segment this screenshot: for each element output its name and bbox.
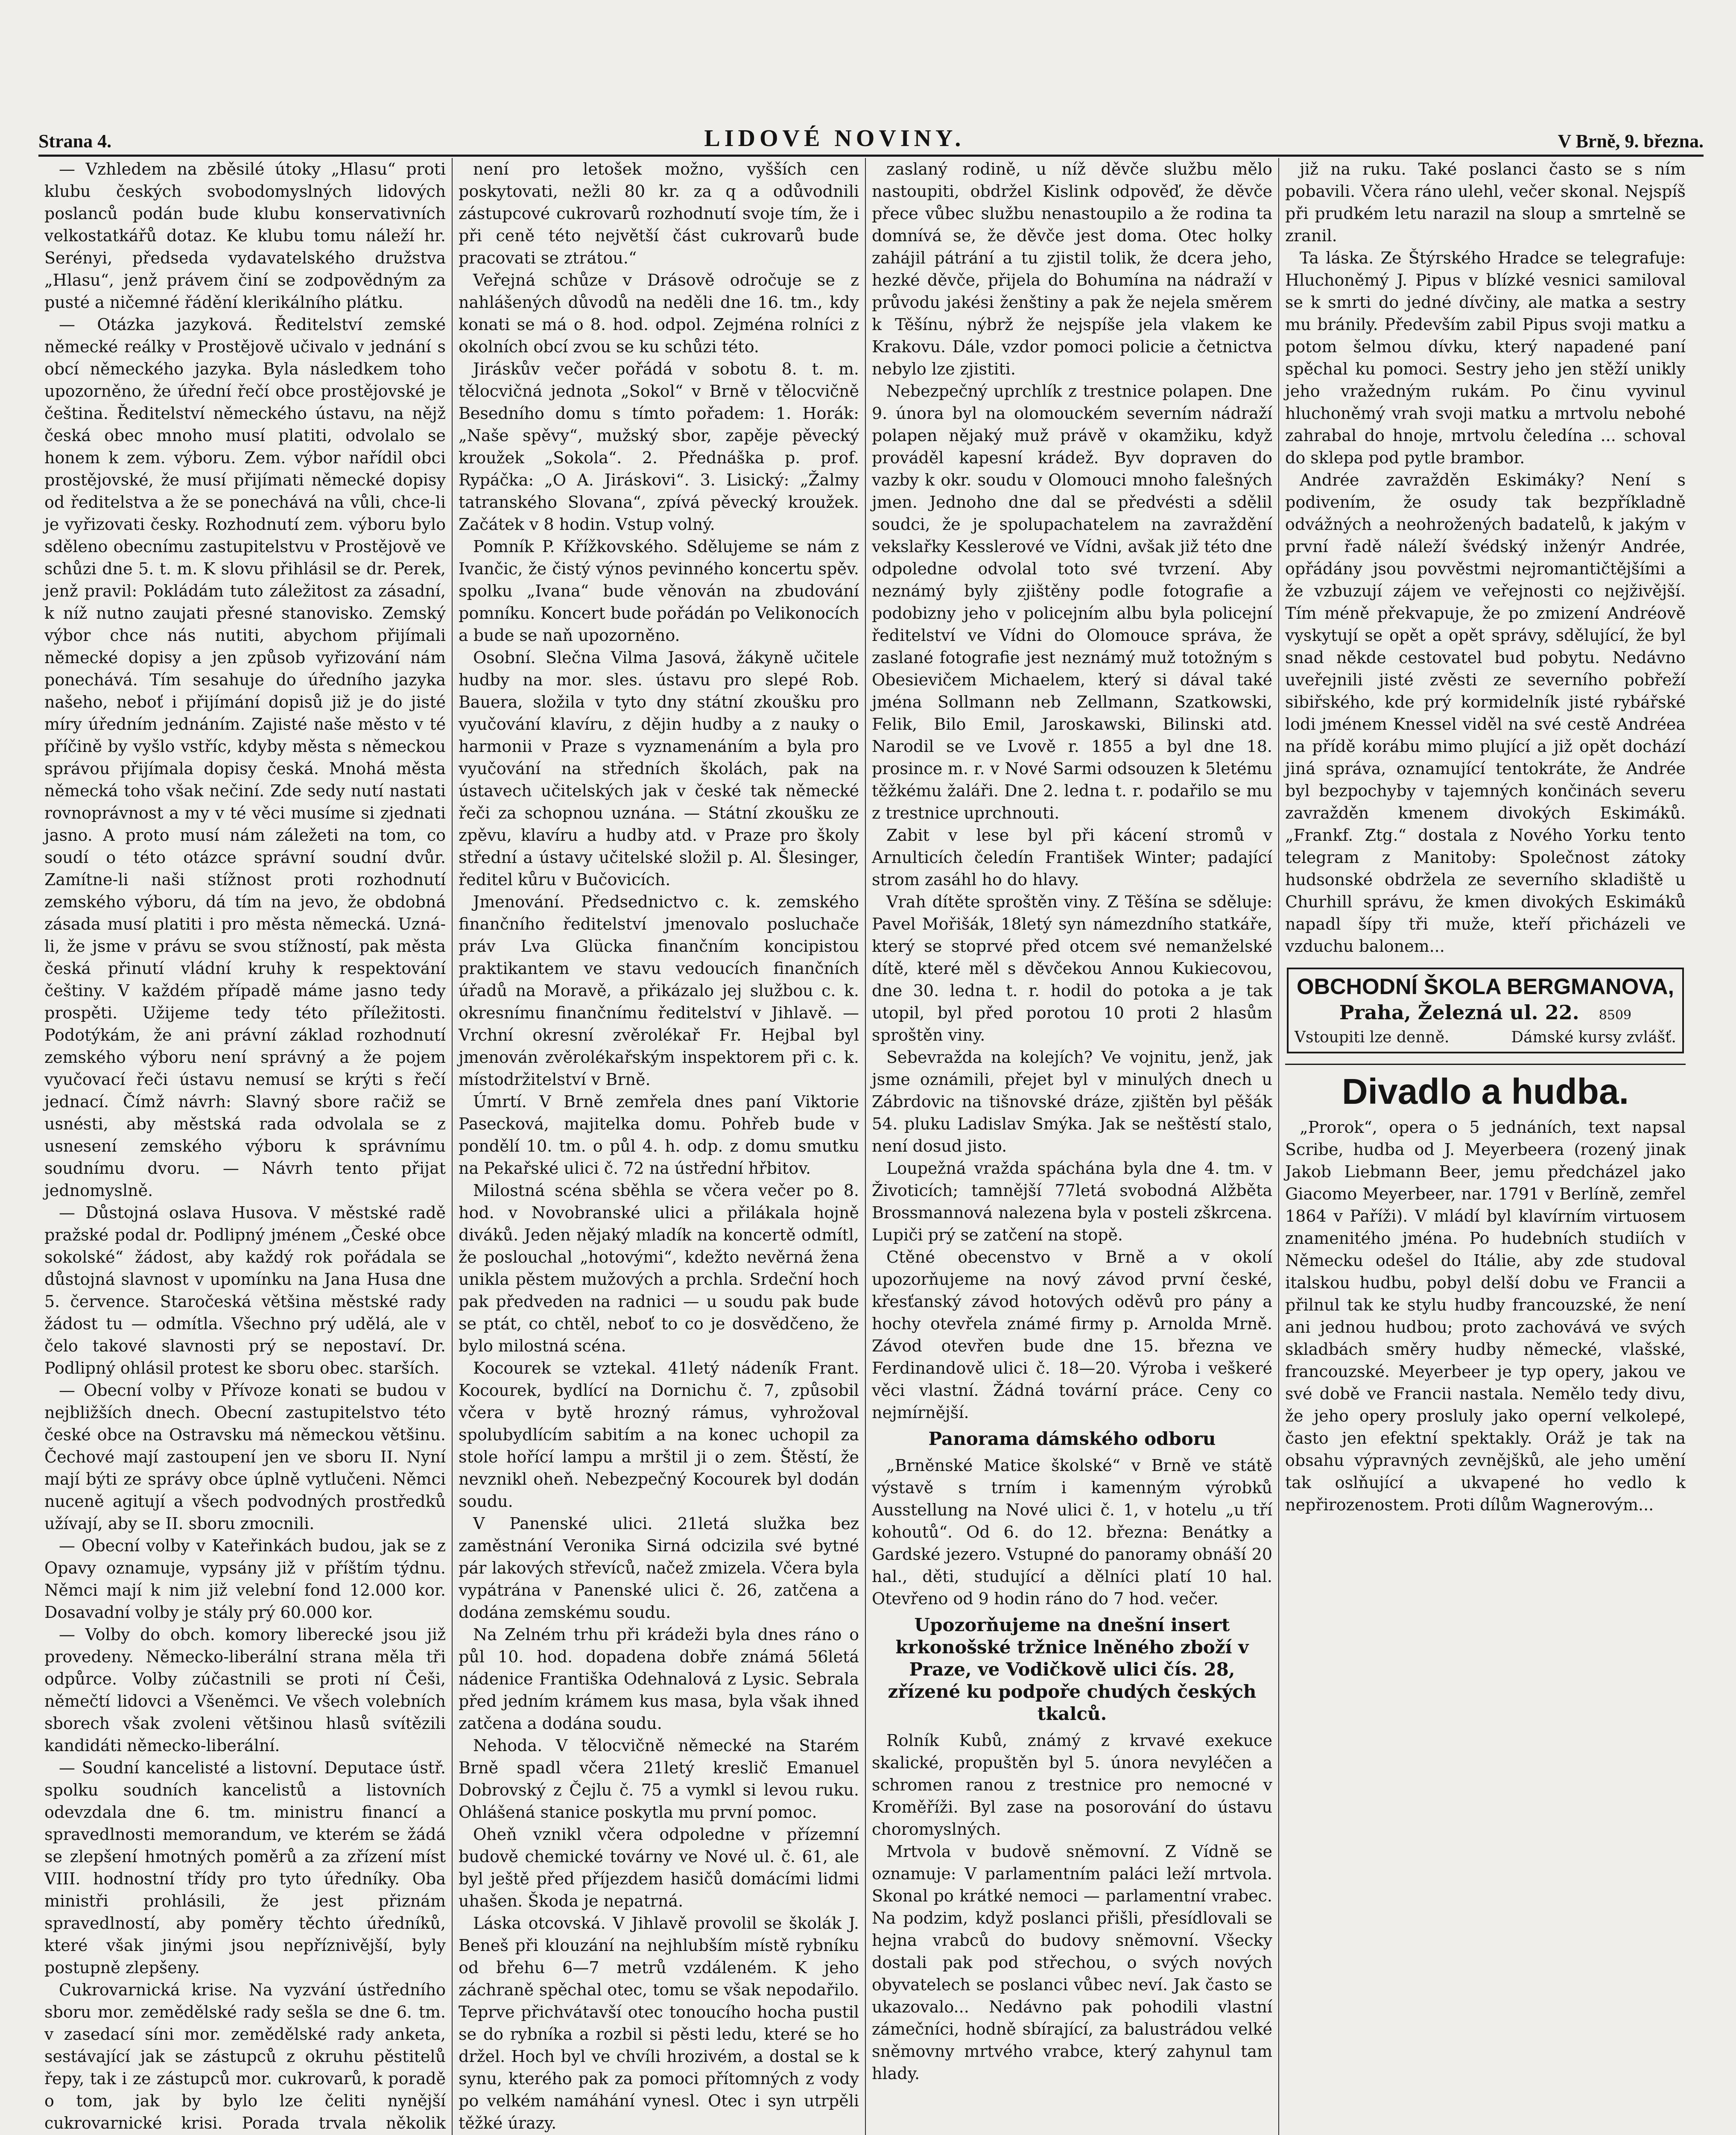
section-title: Divadlo a hudba. <box>1285 1064 1686 1114</box>
article-paragraph: „Brněnské Matice školské“ v Brně ve státě výstavě s trním i kamenným výrobků Ausstellung na Nové ulici č. 1, v hotelu „u tří kohoutů“. Od 6. do 12. března: Benátky a Gardské jezero. Vstupné do panoramy obnáší 20 hal., děti, studující a dělníci platí 10 hal. Otevřeno od 9 hodin ráno do 7 hod. večer. <box>872 1456 1272 1608</box>
place-date: V Brně, 9. března. <box>1558 131 1704 152</box>
article-paragraph: Ta láska. Ze Štýrského Hradce se telegrafuje: Hluchoněmý J. Pipus v blízké vesnici samiloval se k smrti do jedné dívčiny, ale matka a sestry mu bránily. Především zabil Pipus svoji matku a potom šelmou dívku, který napadené paní spěchal ku pomoci. Sestry jeho jen stěží unikly jeho vražedným rukám. Po činu vyvinul hluchoněmý vrah svoji matku a mrtvolu nebohé zahrabal do hnoje, mrtvolu čeledína ... schoval do sklepa pod pytle brambor. <box>1285 249 1686 467</box>
article-paragraph: Sebevražda na kolejích? Ve vojnitu, jenž, jak jsme oznámili, přejet byl v minulých dnech u Zábrdovic na tišnovské dráze, zjištěn byl pěšák 54. pluku Ladislav Smýka. Jak se neštěstí stalo, není dosud jisto. <box>872 1048 1272 1155</box>
article-paragraph: Rolník Kubů, známý z krvavé exekuce skalické, propuštěn byl 5. února nevyléčen a schromen ranou z trestnice pro nemocné v Kroměříži. Byl zase na posorování do ústavu choromyslných. <box>872 1731 1272 1839</box>
notice-heading: Upozorňujeme na dnešní insert krkonošské tržnice lněného zboží v Praze, ve Vodičkově ulici čís. 28, zřízené ku podpoře chudých českých tkalců. <box>888 1614 1257 1724</box>
article-paragraph: Pomník P. Křížkovského. Sdělujeme se nám z Ivančic, že čistý výnos pevinného koncertu spěv. spolku „Ivana“ bude věnován na zbudování pomníku. Koncert bude pořádán po Velikonocích a bude se naň upozorněno. <box>459 537 859 645</box>
article-paragraph: Loupežná vražda spáchána byla dne 4. tm. v Životicích; tamnější 77letá svobodná Alžběta Brossmannová nalezena byla v posteli zškrcena. Lupiči prý se zatčení na stopě. <box>872 1159 1272 1244</box>
column-3 <box>865 158 1278 2135</box>
article-paragraph: Osobní. Slečna Vilma Jasová, žákyně učitele hudby na mor. sles. ústavu pro slepé Rob. Bauera, složila v tyto dny státní zkoušku pro vyučování klavíru, z dějin hudby a z nauky o harmonii v Praze s vyznamenáním a byla pro vyučování na středních školách, pak na ústavech učitelských jak v české tak německé řeči za schopnou uznána. — Státní zkoušku ze zpěvu, klavíru a hudby atd. v Praze pro školy střední a ústavy učitelské složil p. Al. Šlesinger, ředitel kůru v Bučovicích. <box>459 648 859 889</box>
ad-address: Praha, Železná ul. 22. <box>1339 1001 1579 1024</box>
article-paragraph: Oheň vznikl včera odpoledne v přízemní budově chemické továrny ve Nové ul. č. 61, ale byl ještě před příjezdem hasičů domácími lidmi uhašen. Škoda je nepatrná. <box>459 1825 859 1910</box>
article-paragraph: Jmenování. Předsednictvo c. k. zemského finančního ředitelství jmenovalo posluchače práv Lva Glücka finančním koncipistou praktikantem ve stavu vedoucích finančních úřadů na Moravě, a přikázalo jej službou c. k. okresnímu finančnímu ředitelství v Jihlavě. — Vrchní okresní zvěrolékař Fr. Hejbal byl jmenován zvěrolékařským inspektorem při c. k. místodržitelství v Brně. <box>459 892 859 1089</box>
article-paragraph: Nehoda. V tělocvičně německé na Starém Brně spadl včera 21letý kreslič Emanuel Dobrovský z Čejlu č. 75 a vymkl si levou ruku. Ohlášená stanice poskytla mu první pomoc. <box>459 1736 859 1822</box>
article-paragraph: — Důstojná oslava Husova. V městské radě pražské podal dr. Podlipný jménem „České obce sokolské“ žádost, aby každý rok pořádala se důstojná slavnost v upomínku na Jana Husa dne 5. července. Staročeská většina městské rady žádost tu — odmítla. Všechno prý udělá, ale v čelo takové slavnosti prý se nepostaví. Dr. Podlipný ohlásil protest ke sboru obec. starších. <box>44 1203 446 1378</box>
ad-info-line <box>1295 1028 1676 1047</box>
article-paragraph: Na Zelném trhu při krádeži byla dnes ráno o půl 10. hod. dopadena dobře známá 56letá nádenice Františka Odehnalová z Lysic. Sebrala před jedním krámem kus masa, byla však ihned zatčena a dodána soudu. <box>459 1625 859 1733</box>
article-paragraph: Jiráskův večer pořádá v sobotu 8. t. m. tělocvičná jednota „Sokol“ v Brně v tělocvičně Besedního domu s tímto pořadem: 1. Horák: „Naše spěvy“, mužský sbor, zapěje pěvecký kroužek „Sokola“. 2. Přednáška p. prof. Rypáčka: „O A. Jiráskovi“. 3. Lisický: „Žalmy tatranského Slovana“, zpívá pěvecký kroužek. Začátek v 8 hodin. Vstup volný. <box>459 360 859 534</box>
article-paragraph: Láska otcovská. V Jihlavě provolil se školák J. Beneš při klouzání na nejhlubším místě rybníku od břehu 6—7 metrů vzdáleném. K jeho záchraně spěchal otec, tomu se však nepodařilo. Teprve přichvátavší otec tonoucího hocha pustil se do rybníka a rozbil si pěsti ledu, které se ho držel. Hoch byl ve chvíli hrozivém, a dostal se k synu, kterého pak za pomoci přítomných z vody po velkém namáhání vynesl. Otec i syn utrpěli těžké úrazy. <box>459 1914 859 2132</box>
article-paragraph: není pro letošek možno, vyšších cen poskytovati, nežli 80 kr. za q a odůvodnili zástupcové cukrovarů rozhodnutí svoje tím, že i při ceně této největší část cukrovarů bude pracovati se ztrátou.“ <box>459 160 859 267</box>
article-paragraph: — Vzhledem na zběsilé útoky „Hlasu“ proti klubu českých svobodomyslných lidových poslanců podán bude klubu konservativních velkostatkářů dotaz. Ke klubu tomu náleží hr. Serényi, předseda vydavatelského družstva „Hlasu“, jenž právem činí se zodpovědným za pusté a ničemné řádění klerikálního plátku. <box>44 160 446 312</box>
article-paragraph: — Otázka jazyková. Ředitelství zemské německé reálky v Prostějově učivalo v jednání s obcí německého jazyka. Byla následkem toho upozorněno, že úřední řečí obce prostějovské je čeština. Ředitelství německého ústavu, na nějž česká obec mnoho musí platiti, odvolalo se honem k zem. výboru. Zem. výbor nařídil obci prostějovské, že musí přijímati německé dopisy od ředitelstva a že se ponechává na vůli, chce-li je vyřizovati česky. Rozhodnutí zem. výboru bylo sděleno obecnímu zastupitelstvu v Prostějově ve schůzi dne 5. t. m. K slovu přihlásil se dr. Perek, jenž pravil: Pokládám tuto záležitost za zásadní, k níž nutno zaujati přesné stanovisko. Zemský výbor chce nás nutiti, abychom přijímali německé dopisy a jen způsob vyřizování nám ponechává. Tím sesahuje do úředního jazyka našeho, neboť i přijímání dopisů již je do jisté míry úředním jednáním. Zajisté naše město v té příčině by vyšlo vstříc, kdyby města s německou správou přijímala dopisy česká. Mnohá města německá toho však nečiní. Zde sedy nutí nastati rovnoprávnost a my v té věci musíme si zjednati jasno. A proto musí nám záležeti na tom, co soudí o této otázce správní soudní dvůr. Zamítne-li naši stížnost proti rozhodnutí zemského výboru, dá tím na jevo, že obdobná zásada musí platiti i pro města německá. Uzná-li, že jsme v právu se svou stížností, pak města česká přinutí vládní kruhy k respektování češtiny. V každém případě máme jasno tedy prospěti. Užijeme tedy této příležitosti. Podotýkám, že ani právní základ rozhodnutí zemského výboru není správný a že pojem vyučovací řeči ústavu nemusí se krýti s řečí jednací. Čímž návrh: Slavný sbore račiž se usnésti, aby městská rada odvolala se z usnesení zemského výboru k správnímu soudnímu dvoru. — Návrh tento přijat jednomyslně. <box>44 315 446 1200</box>
article-paragraph: již na ruku. Také poslanci často se s ním pobavili. Včera ráno ulehl, večer skonal. Nejspíš při prudkém letu narazil na sloup a smrtelně se zranil. <box>1285 160 1686 245</box>
ad-entry-info: Vstoupiti lze denně. <box>1295 1029 1450 1046</box>
ad-school-name: OBCHODNÍ ŠKOLA BERGMANOVA, <box>1297 974 1674 999</box>
article-columns <box>38 158 1704 2135</box>
article-paragraph: Cukrovarnická krise. Na vyzvání ústředního sboru mor. zemědělské rady sešla se dne 6. tm. v zasedací síni mor. zemědělské rady anketa, sestávající jak se zástupců z okruhu pěstitelů řepy, tak i ze zástupců mor. cukrovarů, k poradě o tom, jak by bylo lze čeliti nynější cukrovarnické krisi. Porada trvala několik <box>44 1980 446 2132</box>
article-paragraph: — Soudní kancelisté a listovní. Deputace ústř. spolku soudních kancelistů a listovních odevzdala dne 6. tm. ministru financí a spravedlnosti memorandum, ve kterém se žádá se zlepšení hmotných poměrů a za zřízení míst VIII. hodnostní třídy pro tyto úředníky. Oba ministři prohlásili, že jest přiznám spravedlností, aby poměry těchto úředníků, které však jinými jsou nepříznivější, byly postupně zlepšeny. <box>44 1758 446 1977</box>
article-paragraph: Ctěné obecenstvo v Brně a v okolí upozorňujeme na nový závod první české, křesťanský závod hotových oděvů pro pány a hochy otevřela známé firmy p. Arnolda Mrně. Závod otevřen bude dne 15. března ve Ferdinandově ulici č. 18—20. Výroba i veškeré věci vlastní. Žádná tovární práce. Ceny co nejmírnější. <box>872 1248 1272 1422</box>
page-number: Strana 4. <box>38 131 112 152</box>
ad-number: 8509 <box>1599 1008 1632 1023</box>
school-advertisement <box>1287 968 1684 1053</box>
section-heading: Panorama dámského odboru <box>928 1428 1216 1449</box>
article-paragraph: — Obecní volby v Přívoze konati se budou v nejbližších dnech. Obecní zastupitelstvo této české obce na Ostravsku má německou většinu. Čechové mají zastoupení jen ve sboru II. Nyní mají býti ze správy obce úplně vytlučeni. Němci nuceně agitují a všech podvodných prostředků užívají, aby se II. sboru zmocnili. <box>44 1381 446 1533</box>
article-paragraph: Milostná scéna sběhla se včera večer po 8. hod. v Novobranské ulici a přilákala hojně diváků. Jeden nějaký mladík na koncertě odmítl, že poslouchal „hotovými“, kdežto nevěrná žena unikla pěstem mužových a prchla. Srdeční hoch pak předveden na radnici — u soudu pak bude se ptát, co chtěl, neboť to co je dosvědčeno, že bylo milostná scéna. <box>459 1181 859 1355</box>
page-header <box>38 115 1704 157</box>
article-paragraph: Kocourek se vztekal. 41letý nádeník Frant. Kocourek, bydlící na Dornichu č. 7, způsobil včera v bytě hrozný rámus, vyhrožoval spolubydlícím sabitím a na konec uchopil za stole hořící lampu a mrštil ji o zem. Štěstí, že nevznikl oheň. Nebezpečný Kocourek byl dodán soudu. <box>459 1359 859 1511</box>
article-paragraph: Nebezpečný uprchlík z trestnice polapen. Dne 9. února byl na olomouckém severním nádraží polapen nějaký muž právě v okamžiku, když prováděl kapesní krádež. Byv dopraven do vazby k okr. soudu v Olomouci mnoho falešných jmen. Jednoho dne dal se předvésti a sdělil soudci, že je spolupachatelem na zavraždění vekslařky Kesslerové ve Vídni, avšak již této dne odpoledne odvolal toto své tvrzení. Aby neznámý byly zjištěny podle fotografie a podobizny jeho v policejním albu byla policejní ředitelství ve Vídni do Olomouce správa, že zaslané fotografie jest neznámý muž totožným s Obesievičem Michaelem, který si dával také jména Sollmann neb Zellmann, Szatkowski, Felik, Bilo Emil, Jaroskawski, Bilinski atd. Narodil se ve Lvově r. 1855 a byl dne 18. prosince m. r. v Nové Sarmi odsouzen k 5letému těžkému žaláři. Dne 2. ledna t. r. podařilo se mu z trestnice uprchnouti. <box>872 382 1272 822</box>
article-paragraph: V Panenské ulici. 21letá služka bez zaměstnání Veronika Sirná odcizila své bytné pár lakových střevíců, načež zmizela. Včera byla vypátrána v Panenské ulici č. 26, zatčena a dodána zemskému soudu. <box>459 1514 859 1622</box>
column-1 <box>38 158 452 2135</box>
article-paragraph: Veřejná schůze v Drásově odročuje se z nahlášených důvodů na neděli dne 16. tm., kdy konati se má o 8. hod. odpol. Zejména rolníci z okolních obcí zvou se ku schůzi této. <box>459 271 859 356</box>
column-2 <box>452 158 865 2135</box>
article-paragraph: Zabit v lese byl při kácení stromů v Arnulticích čeledín František Winter; padající strom zasáhl ho do hlavy. <box>872 826 1272 889</box>
article-paragraph: — Volby do obch. komory liberecké jsou již provedeny. Německo-liberální strana měla tři odpůrce. Volby zúčastnili se proti ní Češi, němečtí lidovci a Všeněmci. Ve všech volebních sborech však zvoleni většinou hlasů svítězili kandidáti německo-liberální. <box>44 1625 446 1755</box>
ad-address-line <box>1295 1000 1676 1028</box>
column-4 <box>1278 158 1692 2135</box>
newspaper-title: LIDOVÉ NOVINY. <box>704 125 965 152</box>
article-paragraph: Úmrtí. V Brně zemřela dnes paní Viktorie Pasecková, majitelka domu. Pohřeb bude v pondělí 10. tm. o půl 4. h. odp. z domu smutku na Pekařské ulici č. 72 na ústřední hřbitov. <box>459 1092 859 1178</box>
article-paragraph: — Obecní volby v Kateřinkách budou, jak se z Opavy oznamuje, vypsány již v příštím týdnu. Němci mají k nim již velební fond 12.000 kor. Dosavadní volby je stály prý 60.000 kor. <box>44 1536 446 1622</box>
ad-courses-info: Dámské kursy zvlášť. <box>1511 1029 1676 1046</box>
article-paragraph: Andrée zavražděn Eskimáky? Není s podivením, že osudy tak bezpříkladně odvážných a neohrožených badatelů, k jakým v první řadě náleží švédský inženýr Andrée, opřádány jsou povvěstmi nejromantičtějšími a že vzbuzují zájem ve veřejnosti co nejživější. Tím méně překvapuje, že po zmizení Andréově vyskytují se opět a opět správy, sdělující, že byl snad někde cestovatel bud pobytu. Nedávno uveřejnili jisté zvěsti ze severního pobřeží sibiřského, kde prý kormidelník jisté rybářské lodi jménem Knessel viděl na své cestě Andréea na přídě korábu mimo plující a již opět dochází jiná správa, oznamující tentokráte, že Andrée byl bezpochyby v tajemných končinách severu zavražděn kmenem divokých Eskimáků. „Frankf. Ztg.“ dostala z Nového Yorku tento telegram z Manitoby: Společnost zátoky hudsonské obdržela ze severního skladiště u Churhill správu, že kmen divokých Eskimáků napadl šípy tři muže, kteří přicházeli ve vzduchu balonem... <box>1285 471 1686 956</box>
article-paragraph: zaslaný rodině, u níž děvče službu mělo nastoupiti, obdržel Kislink odpověď, že děvče přece vůbec službu nenastoupilo a že rodina ta domnívá se, že děvče jest doma. Otec holky zahájil pátrání a tu zjistil tolik, že dcera jeho, hezké děvče, přijela do Bohumína na nádraží v průvodu jakési ženštiny a pak že nejela směrem k Těšínu, nýbrž že nejspíše jela vlakem ke Krakovu. Dále, vzdor pomoci policie a četnictva nebylo lze zjistiti. <box>872 160 1272 378</box>
article-paragraph: Vrah dítěte sproštěn viny. Z Těšína se sděluje: Pavel Mořišák, 18letý syn námezdního statkáře, který se stoprvé před otcem své nemanželské dítě, které měl s děvčekou Annou Kukiecovou, dne 30. ledna t. r. hodil do potoka a je tak utopil, byl před porotou 10 proti 2 hlasům sproštěn viny. <box>872 892 1272 1044</box>
article-paragraph: Mrtvola v budově sněmovní. Z Vídně se oznamuje: V parlamentním paláci leží mrtvola. Skonal po krátké nemoci — parlamentní vrabec. Na podzim, když poslanci přišli, přesídlovali se hejna vrabců do budovy sněmovní. Všecky dostali pak pod střechou, o svých nových obyvatelech se poslanci vůbec neví. Jak často se ukazovalo... Nedávno pak pohodili vlastní zámečníci, hodně sbírající, za balustrádou velké sněmovny mrtvého vrabce, který zahynul tam hlady. <box>872 1842 1272 2083</box>
article-paragraph: „Prorok“, opera o 5 jednáních, text napsal Scribe, hudba od J. Meyerbeera (rozený jinak Jakob Liebmann Beer, jemu předcházel jako Giacomo Meyerbeer, nar. 1791 v Berlíně, zemřel 1864 v Paříži). V mládí byl klavírním virtuosem znamenitého jména. Po hudebních studiích v Německu odešel do Itálie, aby zde studoval italskou hudbu, pobyl delší dobu ve Francii a přilnul tak ke stylu hudby francouzské, že není ani jednou hudbou; proto zachovává ve svých skladbách směry hudby německé, vlašské, francouzské. Meyerbeer je typ opery, jakou ve své době ve Francii nastala. Nemělo tedy divu, že jeho opery prosluly jako operní velkolepé, často jen efektní spektakly. Oráž je tak na obsahu výpravných zevnějšků, ale jeho umění tak oslňující a ukvapené ho vedlo k nepřirozenostem. Proti dílům Wagnerovým... <box>1285 1118 1686 1514</box>
